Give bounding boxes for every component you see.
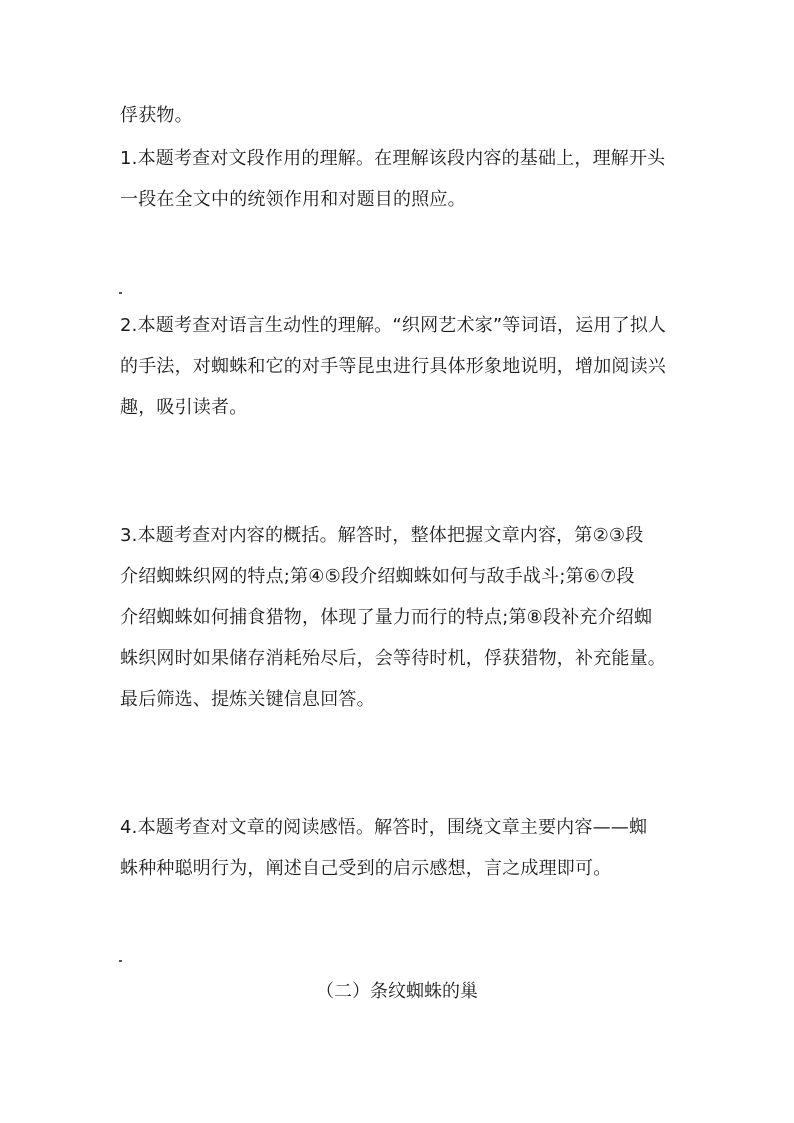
paragraph-marker <box>119 960 122 962</box>
answer-2-line-3: 趣，吸引读者。 <box>120 397 248 418</box>
answer-1-line-2: 一段在全文中的统领作用和对题目的照应。 <box>120 189 466 210</box>
answer-3-line-1: 3.本题考查对内容的概括。解答时，整体把握文章内容，第②③段 <box>120 525 644 546</box>
answer-2-line-2: 的手法，对蜘蛛和它的对手等昆虫进行具体形象地说明，增加阅读兴 <box>120 356 666 377</box>
answer-2-line-1: 2.本题考查对语言生动性的理解。“织网艺术家”等词语，运用了拟人 <box>120 315 667 336</box>
section-title: （二）条纹蜘蛛的巢 <box>316 981 478 1002</box>
answer-3-line-2: 介绍蜘蛛织网的特点;第④⑤段介绍蜘蛛如何与敌手战斗;第⑥⑦段 <box>120 566 635 587</box>
answer-1-line-1: 1.本题考查对文段作用的理解。在理解该段内容的基础上，理解开头 <box>120 148 666 169</box>
paragraph-marker <box>119 292 122 294</box>
answer-4-line-1: 4.本题考查对文章的阅读感悟。解答时，围绕文章主要内容——蜘 <box>120 817 648 838</box>
answer-3-line-3: 介绍蜘蛛如何捕食猎物，体现了量力而行的特点;第⑧段补充介绍蜘 <box>120 607 653 628</box>
text-line-1: 俘获物。 <box>120 105 193 126</box>
answer-3-line-4: 蛛织网时如果储存消耗殆尽后，会等待时机，俘获猎物，补充能量。 <box>120 648 666 669</box>
answer-3-line-5: 最后筛选、提炼关键信息回答。 <box>120 689 375 710</box>
answer-4-line-2: 蛛种种聪明行为，阐述自己受到的启示感想，言之成理即可。 <box>120 858 612 879</box>
